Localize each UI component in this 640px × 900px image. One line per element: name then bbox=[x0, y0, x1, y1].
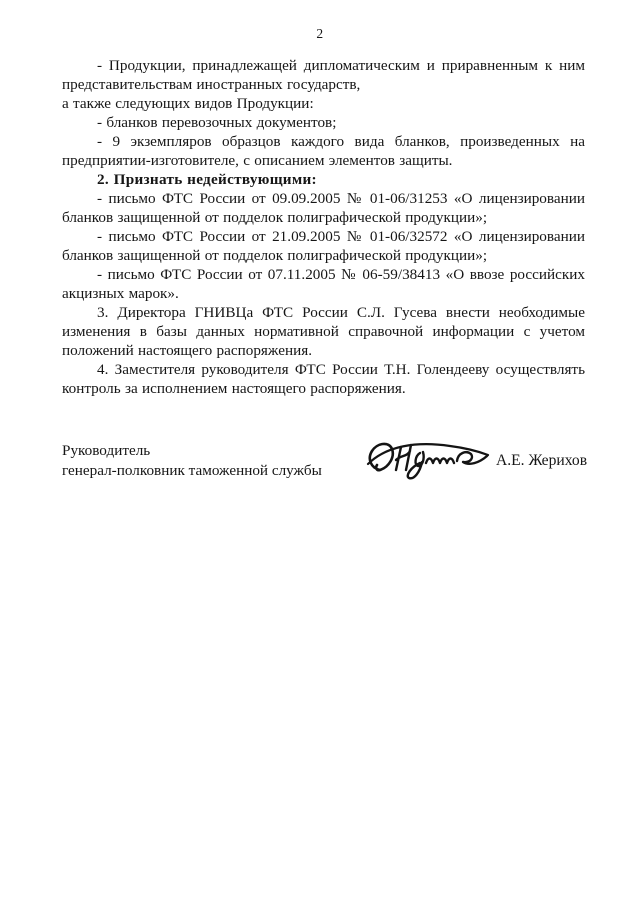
doc-line: - письмо ФТС России от 07.11.2005 № 06-59/38413 «О ввозе российских bbox=[97, 266, 585, 283]
doc-line: изменения в базы данных нормативной справочной информации с учетом bbox=[62, 323, 585, 340]
doc-line: а также следующих видов Продукции: bbox=[62, 95, 314, 112]
doc-line: - 9 экземпляров образцов каждого вида бланков, произведенных на bbox=[97, 133, 585, 150]
doc-line: - письмо ФТС России от 21.09.2005 № 01-06/32572 «О лицензировании bbox=[97, 228, 585, 245]
document-body bbox=[62, 56, 585, 398]
doc-line: - бланков перевозочных документов; bbox=[97, 114, 337, 131]
doc-line: представительствам иностранных государств, bbox=[62, 76, 361, 93]
doc-line: 4. Заместителя руководителя ФТС России Т.Н. Голендееву осуществлять bbox=[97, 361, 585, 378]
signer-title bbox=[62, 441, 362, 480]
doc-line: бланков защищенной от подделок полиграфической продукции»; bbox=[62, 209, 488, 226]
signer-title-line2: генерал-полковник таможенной службы bbox=[62, 461, 322, 479]
handwritten-signature-icon bbox=[364, 434, 492, 484]
doc-line-clause-2-heading: 2. Признать недействующими: bbox=[97, 171, 317, 188]
doc-line: 3. Директора ГНИВЦа ФТС России С.Л. Гусева внести необходимые bbox=[97, 304, 585, 321]
doc-line: положений настоящего распоряжения. bbox=[62, 342, 312, 359]
doc-line: акцизных марок». bbox=[62, 285, 179, 302]
signer-title-line1: Руководитель bbox=[62, 442, 151, 459]
doc-line: бланков защищенной от подделок полиграфической продукции»; bbox=[62, 247, 488, 264]
page-number: 2 bbox=[316, 26, 324, 41]
doc-line: контроль за исполнением настоящего распоряжения. bbox=[62, 380, 406, 397]
doc-line: предприятии-изготовителе, с описанием элементов защиты. bbox=[62, 152, 453, 169]
doc-line: - письмо ФТС России от 09.09.2005 № 01-06/31253 «О лицензировании bbox=[97, 190, 585, 207]
signer-name: А.Е. Жерихов bbox=[496, 452, 588, 469]
doc-line: - Продукции, принадлежащей дипломатическим и приравненным к ним bbox=[97, 57, 585, 74]
